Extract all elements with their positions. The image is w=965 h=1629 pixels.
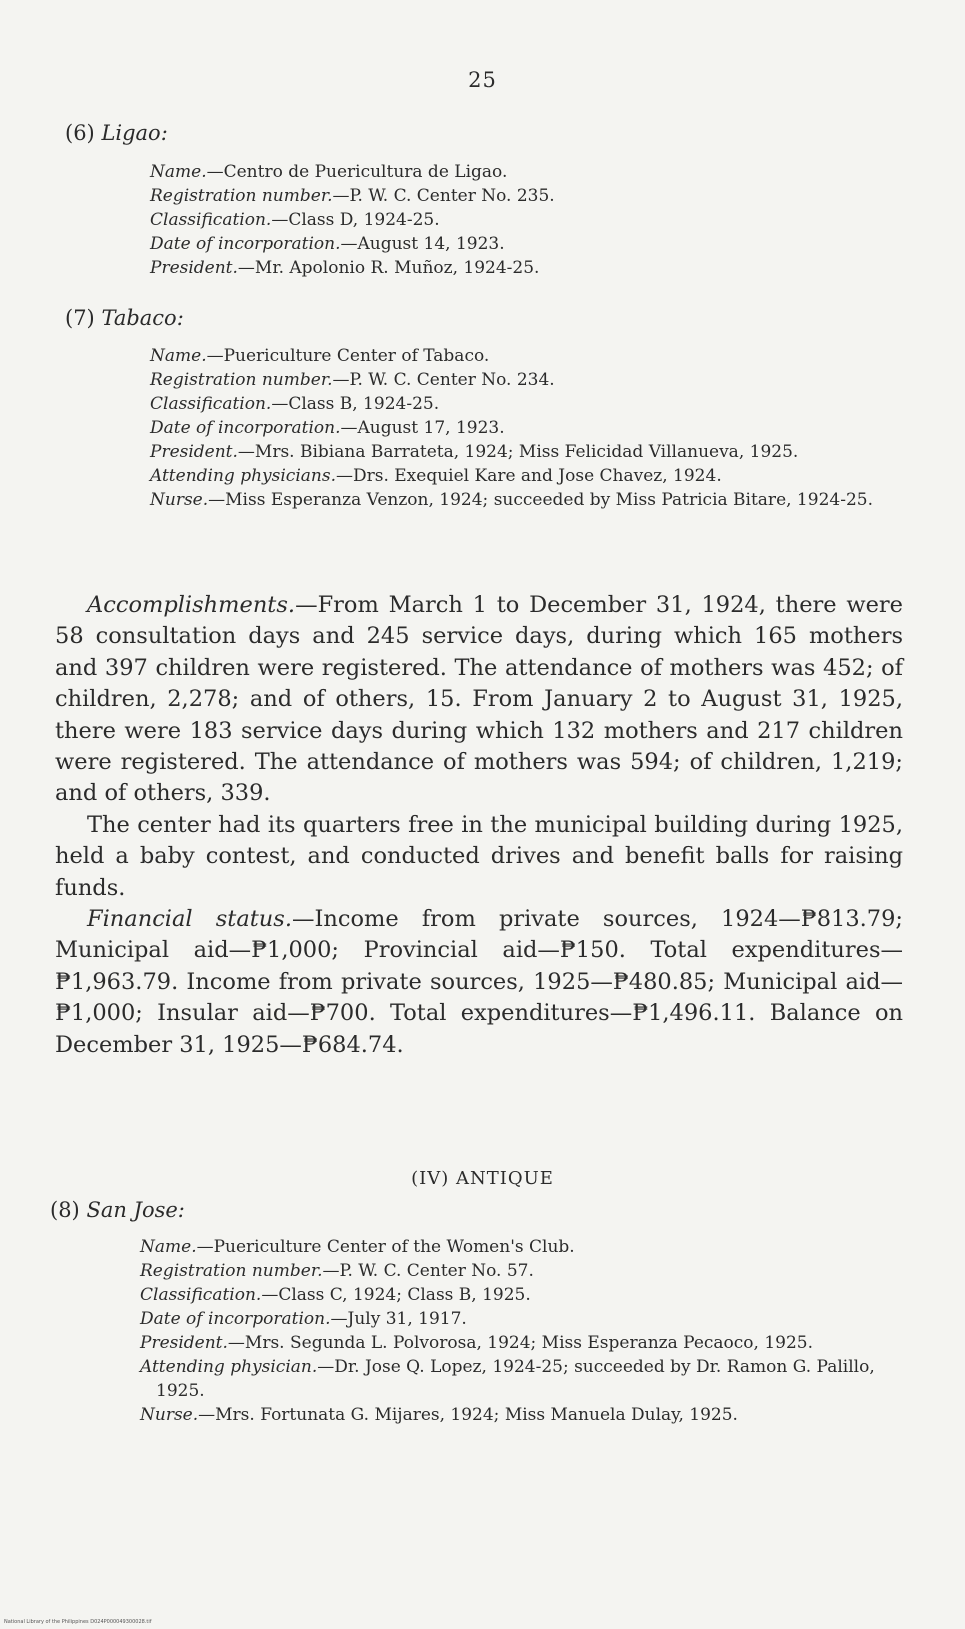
detail-line	[150, 256, 910, 280]
field-value: —Class B, 1924-25.	[271, 394, 440, 414]
detail-line	[150, 368, 910, 392]
quarters-paragraph	[55, 810, 903, 904]
field-label: President.	[150, 258, 238, 278]
field-label: Name.	[140, 1237, 197, 1257]
field-value: —Mrs. Bibiana Barrateta, 1924; Miss Felicidad Villanueva, 1925.	[237, 442, 799, 462]
section-number: (8)	[50, 1198, 80, 1222]
financial-status-paragraph	[55, 904, 903, 1061]
field-label: Attending physicians.	[150, 466, 336, 486]
section-number: (6)	[65, 121, 95, 145]
accomplishments-paragraph	[55, 590, 903, 810]
paragraph-text: The center had its quarters free in the municipal building during 1925, held a baby contest, and conducted drives and benefit balls for raising funds.	[55, 811, 903, 901]
paragraph-text: —Income from private sources, 1924—₱813.79; Municipal aid—₱1,000; Provincial aid—₱150. Total expenditures—₱1,963.79. Income from private sources, 1925—₱480.85; Municipal aid—₱1,000; Insular aid—₱700. Total expenditures—₱1,496.11. Balance on December 31, 1925—₱684.74.	[55, 906, 903, 1058]
field-value: —Puericulture Center of Tabaco.	[206, 346, 490, 366]
field-label: Attending physician.	[140, 1357, 318, 1377]
field-label: Date of incorporation.	[140, 1309, 331, 1329]
detail-line	[150, 344, 910, 368]
field-value: —P. W. C. Center No. 235.	[332, 186, 555, 206]
field-value: —Centro de Puericultura de Ligao.	[206, 162, 508, 182]
section-heading-tabaco	[65, 306, 184, 330]
province-heading: (IV) ANTIQUE	[411, 1168, 554, 1189]
field-label: President.	[150, 442, 238, 462]
paragraph-label: Accomplishments.	[87, 592, 296, 618]
section-number: (7)	[65, 306, 95, 330]
detail-line	[150, 392, 910, 416]
field-value: —Miss Esperanza Venzon, 1924; succeeded by Miss Patricia Bitare, 1924-25.	[208, 490, 873, 510]
field-label: Registration number.	[140, 1261, 323, 1281]
detail-line	[150, 416, 910, 440]
detail-line	[150, 184, 910, 208]
field-value: —Class D, 1924-25.	[271, 210, 440, 230]
page-number: 25	[468, 68, 497, 92]
field-label: Classification.	[150, 394, 272, 414]
field-label: Classification.	[150, 210, 272, 230]
field-value: —August 17, 1923.	[340, 418, 505, 438]
field-label: Registration number.	[150, 370, 333, 390]
field-label: President.	[140, 1333, 228, 1353]
field-value: —July 31, 1917.	[330, 1309, 467, 1329]
detail-line	[150, 208, 910, 232]
detail-line	[150, 160, 910, 184]
detail-line	[140, 1403, 900, 1427]
detail-line	[150, 232, 910, 256]
tabaco-details	[150, 344, 910, 512]
field-label: Name.	[150, 162, 207, 182]
field-label: Name.	[150, 346, 207, 366]
detail-line	[140, 1259, 900, 1283]
section-name: San Jose:	[86, 1198, 185, 1222]
detail-line	[140, 1235, 900, 1259]
field-value: —Puericulture Center of the Women's Club.	[196, 1237, 575, 1257]
section-heading-san-jose	[50, 1198, 185, 1222]
detail-line	[150, 440, 910, 464]
field-value: —Mr. Apolonio R. Muñoz, 1924-25.	[237, 258, 540, 278]
field-value: —Mrs. Fortunata G. Mijares, 1924; Miss Manuela Dulay, 1925.	[198, 1405, 738, 1425]
field-label: Date of incorporation.	[150, 418, 341, 438]
field-value: —August 14, 1923.	[340, 234, 505, 254]
field-label: Nurse.	[150, 490, 209, 510]
detail-line	[140, 1331, 900, 1355]
detail-line	[150, 464, 910, 488]
field-label: Registration number.	[150, 186, 333, 206]
section-name: Tabaco:	[101, 306, 184, 330]
footer-stamp: National Library of the Philippines D024P000049300028.tif	[4, 1619, 152, 1625]
field-value: —Dr. Jose Q. Lopez, 1924-25; succeeded by Dr. Ramon G. Palillo, 1925.	[156, 1357, 875, 1401]
detail-line	[140, 1283, 900, 1307]
field-value: —Class C, 1924; Class B, 1925.	[261, 1285, 531, 1305]
detail-line	[140, 1355, 900, 1403]
tabaco-narrative	[55, 590, 903, 1061]
detail-line	[150, 488, 910, 512]
field-value: —Mrs. Segunda L. Polvorosa, 1924; Miss Esperanza Pecaoco, 1925.	[227, 1333, 814, 1353]
ligao-details	[150, 160, 910, 280]
san-jose-details	[140, 1235, 900, 1427]
field-label: Classification.	[140, 1285, 262, 1305]
field-label: Nurse.	[140, 1405, 199, 1425]
field-value: —P. W. C. Center No. 57.	[322, 1261, 534, 1281]
field-value: —Drs. Exequiel Kare and Jose Chavez, 1924.	[335, 466, 722, 486]
field-label: Date of incorporation.	[150, 234, 341, 254]
field-value: —P. W. C. Center No. 234.	[332, 370, 555, 390]
section-name: Ligao:	[101, 121, 168, 145]
paragraph-label: Financial status.	[87, 906, 292, 933]
detail-line	[140, 1307, 900, 1331]
paragraph-text: —From March 1 to December 31, 1924, there were 58 consultation days and 245 service days, during which 165 mothers and 397 children were registered. The attendance of mothers was 452; of children, 2,278; and of others, 15. From January 2 to August 31, 1925, there were 183 service days during which 132 mothers and 217 children were registered. The attendance of mothers was 594; of children, 1,219; and of others, 339.	[55, 592, 903, 807]
section-heading-ligao	[65, 121, 168, 145]
